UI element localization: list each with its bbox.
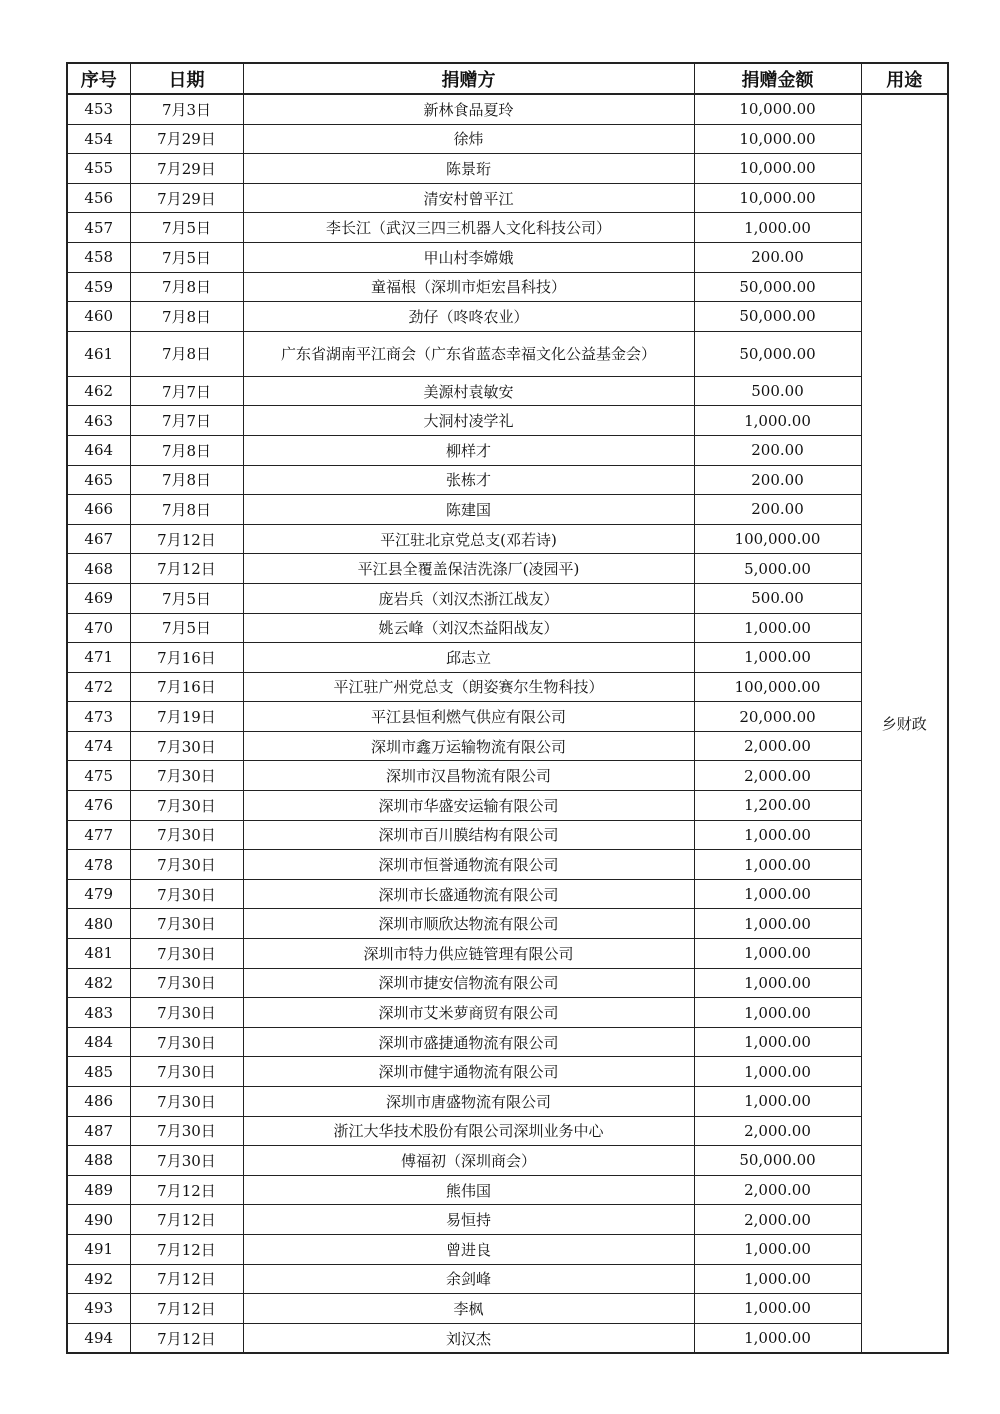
cell-amount: 200.00 <box>694 465 861 495</box>
cell-seq: 468 <box>67 554 130 584</box>
header-usage: 用途 <box>861 63 948 94</box>
cell-donor: 刘汉杰 <box>243 1323 694 1353</box>
cell-date: 7月8日 <box>130 435 243 465</box>
table-row <box>67 213 948 243</box>
table-row <box>67 672 948 702</box>
cell-seq: 459 <box>67 272 130 302</box>
cell-amount: 10,000.00 <box>694 94 861 124</box>
header-amount: 捐赠金额 <box>694 63 861 94</box>
cell-seq: 463 <box>67 406 130 436</box>
cell-donor: 深圳市盛捷通物流有限公司 <box>243 1027 694 1057</box>
cell-seq: 479 <box>67 879 130 909</box>
cell-date: 7月30日 <box>130 1146 243 1176</box>
cell-seq: 484 <box>67 1027 130 1057</box>
table-row <box>67 968 948 998</box>
cell-seq: 492 <box>67 1264 130 1294</box>
cell-amount: 50,000.00 <box>694 272 861 302</box>
cell-donor: 易恒持 <box>243 1205 694 1235</box>
table-row <box>67 242 948 272</box>
cell-amount: 500.00 <box>694 376 861 406</box>
table-row <box>67 124 948 154</box>
table-row <box>67 554 948 584</box>
table-row <box>67 1087 948 1117</box>
cell-seq: 483 <box>67 998 130 1028</box>
cell-seq: 471 <box>67 643 130 673</box>
header-row <box>67 63 948 94</box>
cell-donor: 平江县全覆盖保洁洗涤厂(凌园平) <box>243 554 694 584</box>
cell-date: 7月29日 <box>130 183 243 213</box>
cell-date: 7月16日 <box>130 643 243 673</box>
table-row <box>67 524 948 554</box>
cell-seq: 487 <box>67 1116 130 1146</box>
cell-donor: 浙江大华技术股份有限公司深圳业务中心 <box>243 1116 694 1146</box>
cell-donor: 广东省湖南平江商会（广东省蓝态幸福文化公益基金会） <box>243 331 694 376</box>
cell-date: 7月30日 <box>130 998 243 1028</box>
cell-donor: 深圳市长盛通物流有限公司 <box>243 879 694 909</box>
cell-donor: 深圳市鑫万运输物流有限公司 <box>243 731 694 761</box>
cell-date: 7月30日 <box>130 731 243 761</box>
table-row <box>67 1175 948 1205</box>
cell-date: 7月7日 <box>130 406 243 436</box>
cell-seq: 491 <box>67 1234 130 1264</box>
cell-date: 7月30日 <box>130 909 243 939</box>
cell-amount: 1,000.00 <box>694 1087 861 1117</box>
table-row <box>67 583 948 613</box>
cell-seq: 462 <box>67 376 130 406</box>
cell-amount: 200.00 <box>694 242 861 272</box>
cell-amount: 20,000.00 <box>694 702 861 732</box>
cell-amount: 50,000.00 <box>694 331 861 376</box>
cell-seq: 485 <box>67 1057 130 1087</box>
cell-date: 7月16日 <box>130 672 243 702</box>
cell-donor: 平江驻广州党总支（朗姿赛尔生物科技） <box>243 672 694 702</box>
cell-amount: 2,000.00 <box>694 761 861 791</box>
cell-seq: 454 <box>67 124 130 154</box>
table-row <box>67 376 948 406</box>
cell-amount: 1,000.00 <box>694 613 861 643</box>
table-row <box>67 1146 948 1176</box>
table-row <box>67 1027 948 1057</box>
cell-amount: 1,000.00 <box>694 998 861 1028</box>
cell-date: 7月8日 <box>130 302 243 332</box>
table-row <box>67 702 948 732</box>
cell-seq: 473 <box>67 702 130 732</box>
table-row <box>67 1264 948 1294</box>
cell-amount: 10,000.00 <box>694 124 861 154</box>
cell-donor: 深圳市百川膜结构有限公司 <box>243 820 694 850</box>
cell-date: 7月8日 <box>130 331 243 376</box>
cell-amount: 1,200.00 <box>694 791 861 821</box>
cell-amount: 10,000.00 <box>694 183 861 213</box>
table-row <box>67 1294 948 1324</box>
cell-date: 7月12日 <box>130 1234 243 1264</box>
cell-seq: 493 <box>67 1294 130 1324</box>
cell-seq: 458 <box>67 242 130 272</box>
cell-date: 7月30日 <box>130 1116 243 1146</box>
table-row <box>67 761 948 791</box>
cell-amount: 1,000.00 <box>694 909 861 939</box>
cell-date: 7月30日 <box>130 879 243 909</box>
cell-seq: 465 <box>67 465 130 495</box>
cell-date: 7月30日 <box>130 939 243 969</box>
cell-amount: 5,000.00 <box>694 554 861 584</box>
cell-date: 7月29日 <box>130 124 243 154</box>
cell-amount: 50,000.00 <box>694 302 861 332</box>
cell-donor: 童福根（深圳市炬宏昌科技） <box>243 272 694 302</box>
table-row <box>67 820 948 850</box>
cell-amount: 2,000.00 <box>694 731 861 761</box>
cell-amount: 2,000.00 <box>694 1205 861 1235</box>
cell-date: 7月29日 <box>130 154 243 184</box>
cell-seq: 461 <box>67 331 130 376</box>
cell-donor: 深圳市捷安信物流有限公司 <box>243 968 694 998</box>
cell-seq: 494 <box>67 1323 130 1353</box>
cell-date: 7月8日 <box>130 495 243 525</box>
cell-seq: 456 <box>67 183 130 213</box>
cell-date: 7月19日 <box>130 702 243 732</box>
cell-seq: 470 <box>67 613 130 643</box>
table-row <box>67 879 948 909</box>
table-row <box>67 272 948 302</box>
table-row <box>67 495 948 525</box>
cell-date: 7月30日 <box>130 968 243 998</box>
cell-date: 7月5日 <box>130 613 243 643</box>
cell-date: 7月12日 <box>130 1294 243 1324</box>
table-header <box>67 63 948 94</box>
cell-donor: 甲山村李嫦娥 <box>243 242 694 272</box>
table-row <box>67 94 948 124</box>
cell-date: 7月8日 <box>130 465 243 495</box>
table-row <box>67 465 948 495</box>
cell-seq: 481 <box>67 939 130 969</box>
cell-amount: 1,000.00 <box>694 1264 861 1294</box>
cell-donor: 陈景珩 <box>243 154 694 184</box>
table-row <box>67 613 948 643</box>
cell-date: 7月5日 <box>130 242 243 272</box>
table-row <box>67 154 948 184</box>
cell-seq: 490 <box>67 1205 130 1235</box>
cell-date: 7月30日 <box>130 761 243 791</box>
cell-seq: 466 <box>67 495 130 525</box>
cell-amount: 1,000.00 <box>694 643 861 673</box>
table-row <box>67 331 948 376</box>
cell-amount: 100,000.00 <box>694 524 861 554</box>
cell-date: 7月30日 <box>130 1027 243 1057</box>
cell-seq: 475 <box>67 761 130 791</box>
header-seq: 序号 <box>67 63 130 94</box>
table-row <box>67 643 948 673</box>
cell-seq: 453 <box>67 94 130 124</box>
cell-donor: 大洞村凌学礼 <box>243 406 694 436</box>
cell-amount: 1,000.00 <box>694 1234 861 1264</box>
cell-date: 7月30日 <box>130 820 243 850</box>
cell-date: 7月7日 <box>130 376 243 406</box>
cell-amount: 2,000.00 <box>694 1175 861 1205</box>
cell-donor: 深圳市恒誉通物流有限公司 <box>243 850 694 880</box>
cell-donor: 李长江（武汉三四三机器人文化科技公司） <box>243 213 694 243</box>
cell-seq: 460 <box>67 302 130 332</box>
cell-donor: 张栋才 <box>243 465 694 495</box>
cell-donor: 柳样才 <box>243 435 694 465</box>
cell-amount: 10,000.00 <box>694 154 861 184</box>
cell-donor: 深圳市特力供应链管理有限公司 <box>243 939 694 969</box>
table-row <box>67 998 948 1028</box>
cell-date: 7月12日 <box>130 1205 243 1235</box>
cell-date: 7月12日 <box>130 524 243 554</box>
table-row <box>67 909 948 939</box>
cell-donor: 劲仔（咚咚农业） <box>243 302 694 332</box>
table-row <box>67 302 948 332</box>
cell-date: 7月5日 <box>130 583 243 613</box>
cell-donor: 姚云峰（刘汉杰益阳战友） <box>243 613 694 643</box>
cell-date: 7月12日 <box>130 1264 243 1294</box>
table-row <box>67 1116 948 1146</box>
cell-amount: 100,000.00 <box>694 672 861 702</box>
header-date: 日期 <box>130 63 243 94</box>
cell-donor: 陈建国 <box>243 495 694 525</box>
table-row <box>67 1234 948 1264</box>
cell-amount: 200.00 <box>694 435 861 465</box>
cell-donor: 傅福初（深圳商会） <box>243 1146 694 1176</box>
cell-donor: 深圳市健宇通物流有限公司 <box>243 1057 694 1087</box>
cell-amount: 2,000.00 <box>694 1116 861 1146</box>
table-row <box>67 435 948 465</box>
table-row <box>67 939 948 969</box>
cell-usage: 乡财政 <box>861 94 948 1353</box>
table-row <box>67 1323 948 1353</box>
cell-date: 7月30日 <box>130 1057 243 1087</box>
cell-donor: 徐炜 <box>243 124 694 154</box>
cell-amount: 200.00 <box>694 495 861 525</box>
cell-date: 7月12日 <box>130 1175 243 1205</box>
cell-amount: 1,000.00 <box>694 820 861 850</box>
table-row <box>67 406 948 436</box>
cell-donor: 新林食品夏玲 <box>243 94 694 124</box>
cell-amount: 1,000.00 <box>694 1294 861 1324</box>
cell-date: 7月8日 <box>130 272 243 302</box>
cell-donor: 曾进良 <box>243 1234 694 1264</box>
table-row <box>67 731 948 761</box>
cell-seq: 467 <box>67 524 130 554</box>
cell-donor: 平江县恒利燃气供应有限公司 <box>243 702 694 732</box>
cell-donor: 庞岩兵（刘汉杰浙江战友） <box>243 583 694 613</box>
header-donor: 捐赠方 <box>243 63 694 94</box>
cell-donor: 美源村袁敏安 <box>243 376 694 406</box>
table-body <box>67 94 948 1353</box>
cell-seq: 489 <box>67 1175 130 1205</box>
cell-amount: 50,000.00 <box>694 1146 861 1176</box>
cell-amount: 1,000.00 <box>694 879 861 909</box>
table-row <box>67 1057 948 1087</box>
cell-amount: 1,000.00 <box>694 1027 861 1057</box>
cell-amount: 1,000.00 <box>694 1323 861 1353</box>
cell-donor: 深圳市汉昌物流有限公司 <box>243 761 694 791</box>
cell-amount: 1,000.00 <box>694 939 861 969</box>
cell-donor: 余剑峰 <box>243 1264 694 1294</box>
cell-donor: 深圳市华盛安运输有限公司 <box>243 791 694 821</box>
cell-donor: 深圳市艾米萝商贸有限公司 <box>243 998 694 1028</box>
cell-donor: 平江驻北京党总支(邓若诗) <box>243 524 694 554</box>
cell-donor: 深圳市唐盛物流有限公司 <box>243 1087 694 1117</box>
cell-seq: 488 <box>67 1146 130 1176</box>
table-row <box>67 183 948 213</box>
cell-amount: 500.00 <box>694 583 861 613</box>
table-row <box>67 1205 948 1235</box>
cell-seq: 472 <box>67 672 130 702</box>
cell-date: 7月12日 <box>130 554 243 584</box>
cell-amount: 1,000.00 <box>694 406 861 436</box>
cell-donor: 清安村曾平江 <box>243 183 694 213</box>
cell-seq: 478 <box>67 850 130 880</box>
cell-date: 7月5日 <box>130 213 243 243</box>
cell-seq: 469 <box>67 583 130 613</box>
cell-seq: 464 <box>67 435 130 465</box>
table-row <box>67 850 948 880</box>
cell-amount: 1,000.00 <box>694 968 861 998</box>
cell-amount: 1,000.00 <box>694 213 861 243</box>
cell-date: 7月12日 <box>130 1323 243 1353</box>
cell-seq: 480 <box>67 909 130 939</box>
cell-seq: 474 <box>67 731 130 761</box>
cell-amount: 1,000.00 <box>694 1057 861 1087</box>
cell-donor: 邱志立 <box>243 643 694 673</box>
cell-donor: 熊伟国 <box>243 1175 694 1205</box>
table-row <box>67 791 948 821</box>
cell-seq: 482 <box>67 968 130 998</box>
cell-seq: 477 <box>67 820 130 850</box>
cell-seq: 486 <box>67 1087 130 1117</box>
cell-seq: 455 <box>67 154 130 184</box>
cell-donor: 李枫 <box>243 1294 694 1324</box>
cell-date: 7月30日 <box>130 1087 243 1117</box>
cell-seq: 476 <box>67 791 130 821</box>
cell-donor: 深圳市顺欣达物流有限公司 <box>243 909 694 939</box>
cell-date: 7月3日 <box>130 94 243 124</box>
cell-date: 7月30日 <box>130 850 243 880</box>
cell-amount: 1,000.00 <box>694 850 861 880</box>
cell-date: 7月30日 <box>130 791 243 821</box>
donation-table <box>66 62 949 1354</box>
cell-seq: 457 <box>67 213 130 243</box>
